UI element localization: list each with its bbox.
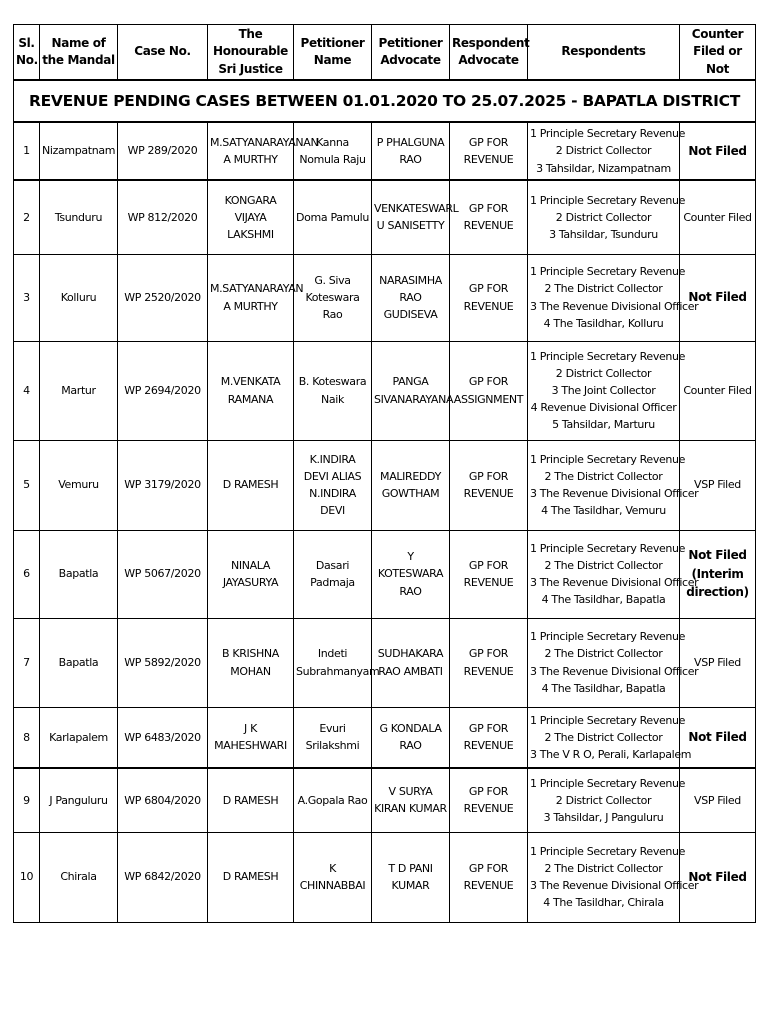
cell-case-no: WP 5067/2020 [118, 530, 208, 618]
cell-counter-status: Counter Filed [680, 341, 756, 440]
respondent-line: 4 The Tasildhar, Kolluru [543, 316, 664, 330]
cell-petitioner-name: Indeti Subrahmanyam [294, 618, 372, 707]
cell-respondents [528, 768, 686, 832]
cell-mandal: Nizampatnam [40, 122, 118, 180]
table-row [14, 440, 756, 530]
header-case-no: Case No. [118, 25, 208, 81]
cell-respondent-advocate: GP FOR REVENUE [450, 440, 528, 530]
respondent-line: 4 The Tasildhar, Bapatla [541, 593, 666, 607]
cell-justice: M.VENKATA RAMANA [208, 341, 294, 440]
cell-mandal: Vemuru [40, 440, 118, 530]
respondent-line: 1 Principle Secretary Revenue [530, 265, 686, 279]
cell-respondents [528, 832, 699, 922]
cell-justice: J K MAHESHWARI [208, 707, 294, 768]
cell-mandal: Tsunduru [40, 180, 118, 254]
respondent-line: 1 Principle Secretary Revenue [530, 630, 686, 644]
cell-respondent-advocate: GP FOR REVENUE [450, 254, 528, 341]
cell-respondent-advocate: GP FOR REVENUE [450, 618, 528, 707]
respondent-line: 4 Revenue Divisional Officer [530, 401, 677, 415]
respondent-line: 2 District Collector [555, 366, 652, 380]
cell-respondent-advocate: GP FOR REVENUE [450, 768, 528, 832]
table-row [14, 254, 756, 341]
header-respondents: Respondents [528, 25, 680, 81]
table-row [14, 768, 756, 832]
cell-petitioner-name: Evuri Srilakshmi [294, 707, 372, 768]
cell-counter-status: Not Filed (Interim direction) [680, 530, 756, 618]
table-row [14, 618, 756, 707]
cell-petitioner-name: A.Gopala Rao [294, 768, 372, 832]
cell-counter-status: Not Filed [680, 122, 756, 180]
cell-case-no: WP 6483/2020 [118, 707, 208, 768]
table-row [14, 122, 756, 180]
cell-case-no: WP 812/2020 [118, 180, 208, 254]
cell-justice: B KRISHNA MOHAN [208, 618, 294, 707]
header-sl-no: Sl. No. [14, 25, 40, 81]
cell-counter-status: Not Filed [680, 832, 756, 922]
cases-sheet [13, 24, 755, 923]
header-petitioner-name: Petitioner Name [294, 25, 372, 81]
cell-justice: M.SATYANARAYANAN A MURTHY [208, 122, 294, 180]
respondent-line: 3 The Revenue Divisional Officer [530, 487, 699, 500]
cell-petitioner-name: Dasari Padmaja [294, 530, 372, 618]
cell-respondents [528, 122, 686, 180]
cell-respondents [528, 254, 699, 341]
cell-petitioner-name: G. Siva Koteswara Rao [294, 254, 372, 341]
cell-respondents [528, 530, 699, 618]
cell-petitioner-name: Doma Pamulu [294, 180, 372, 254]
cell-respondent-advocate: GP FOR REVENUE [450, 707, 528, 768]
respondent-line: 2 The District Collector [544, 558, 663, 572]
cell-respondents [528, 341, 686, 440]
cell-sl-no: 5 [14, 440, 40, 530]
cases-table [13, 24, 756, 923]
cell-case-no: WP 6842/2020 [118, 832, 208, 922]
cell-mandal: Chirala [40, 832, 118, 922]
respondent-line: 2 District Collector [555, 793, 652, 807]
cell-justice: D RAMESH [208, 768, 294, 832]
cell-petitioner-advocate: MALIREDDY GOWTHAM [372, 440, 450, 530]
cell-mandal: Bapatla [40, 618, 118, 707]
table-row [14, 832, 756, 922]
cell-case-no: WP 2520/2020 [118, 254, 208, 341]
cell-sl-no: 10 [14, 832, 40, 922]
cell-sl-no: 8 [14, 707, 40, 768]
cell-mandal: Kolluru [40, 254, 118, 341]
header-respondent-advocate: Respondent Advocate [450, 25, 528, 81]
table-body [14, 122, 756, 922]
respondent-line: 5 Tahsildar, Marturu [552, 418, 655, 432]
respondent-line: 1 Principle Secretary Revenue [530, 452, 686, 466]
respondent-line: 3 Tahsildar, Tsunduru [549, 227, 658, 241]
respondent-line: 1 Principle Secretary Revenue [530, 844, 686, 858]
respondent-line: 1 Principle Secretary Revenue [530, 541, 686, 555]
cell-petitioner-advocate: T D PANI KUMAR [372, 832, 450, 922]
respondent-line: 1 Principle Secretary Revenue [530, 193, 686, 207]
cell-sl-no: 2 [14, 180, 40, 254]
cell-respondent-advocate: GP FOR REVENUE [450, 832, 528, 922]
respondent-line: 3 The Revenue Divisional Officer [530, 879, 699, 892]
respondent-line: 3 Tahsildar, J Panguluru [543, 810, 664, 824]
cell-mandal: Martur [40, 341, 118, 440]
cell-sl-no: 6 [14, 530, 40, 618]
cell-case-no: WP 5892/2020 [118, 618, 208, 707]
cell-petitioner-advocate: NARASIMHA RAO GUDISEVA [372, 254, 450, 341]
cell-case-no: WP 6804/2020 [118, 768, 208, 832]
cell-petitioner-advocate: Y KOTESWARA RAO [372, 530, 450, 618]
header-justice: The Honourable Sri Justice [208, 25, 294, 81]
cell-justice: D RAMESH [208, 440, 294, 530]
respondent-line: 4 The Tasildhar, Bapatla [541, 681, 666, 695]
header-petitioner-advocate: Petitioner Advocate [372, 25, 450, 81]
cell-counter-status: VSP Filed [680, 618, 756, 707]
cell-mandal: Karlapalem [40, 707, 118, 768]
respondent-line: 4 The Tasildhar, Chirala [543, 896, 664, 910]
cell-respondents [528, 618, 699, 707]
header-mandal: Name of the Mandal [40, 25, 118, 81]
cell-justice: KONGARA VIJAYA LAKSHMI [208, 180, 294, 254]
header-counter-filed: Counter Filed or Not [680, 25, 756, 81]
cell-respondent-advocate: GP FOR REVENUE [450, 122, 528, 180]
cell-sl-no: 4 [14, 341, 40, 440]
cell-justice: NINALA JAYASURYA [208, 530, 294, 618]
table-title: REVENUE PENDING CASES BETWEEN 01.01.2020 TO 25.07.2025 - BAPATLA DISTRICT [14, 80, 756, 122]
respondent-line: 3 The Revenue Divisional Officer [530, 299, 699, 313]
cell-counter-status: VSP Filed [680, 768, 756, 832]
cell-sl-no: 9 [14, 768, 40, 832]
cell-petitioner-name: Kanna Nomula Raju [294, 122, 372, 180]
cell-case-no: WP 2694/2020 [118, 341, 208, 440]
respondent-line: 1 Principle Secretary Revenue [530, 713, 686, 727]
respondent-line: 1 Principle Secretary Revenue [530, 776, 686, 790]
cell-petitioner-advocate: PANGA SIVANARAYANA [372, 341, 450, 440]
cell-petitioner-advocate: P PHALGUNA RAO [372, 122, 450, 180]
cell-mandal: Bapatla [40, 530, 118, 618]
cell-justice: M.SATYANARAYAN A MURTHY [208, 254, 294, 341]
cell-case-no: WP 289/2020 [118, 122, 208, 180]
cell-respondents [528, 180, 686, 254]
cell-petitioner-name: K CHINNABBAI [294, 832, 372, 922]
cell-respondent-advocate: GP FOR REVENUE [450, 180, 528, 254]
cell-mandal: J Panguluru [40, 768, 118, 832]
respondent-line: 3 The Joint Collector [551, 383, 656, 397]
table-row [14, 530, 756, 618]
respondent-line: 2 District Collector [555, 210, 652, 224]
cell-petitioner-name: K.INDIRA DEVI ALIAS N.INDIRA DEVI [294, 440, 372, 530]
respondent-line: 4 The Tasildhar, Vemuru [541, 504, 666, 518]
table-row [14, 341, 756, 440]
cell-sl-no: 1 [14, 122, 40, 180]
respondent-line: 2 District Collector [555, 144, 652, 158]
cell-case-no: WP 3179/2020 [118, 440, 208, 530]
respondent-line: 3 Tahsildar, Nizampatnam [536, 161, 671, 175]
header-row [14, 25, 756, 81]
table-row [14, 180, 756, 254]
cell-respondents [528, 707, 692, 768]
cell-respondent-advocate: GP FOR REVENUE [450, 530, 528, 618]
respondent-line: 3 The V R O, Perali, Karlapalem [530, 747, 692, 761]
respondent-line: 2 The District Collector [544, 469, 663, 483]
respondent-line: 1 Principle Secretary Revenue [530, 349, 686, 363]
table-row [14, 707, 756, 768]
cell-petitioner-advocate: VENKATESWARL U SANISETTY [372, 180, 450, 254]
cell-petitioner-advocate: V SURYA KIRAN KUMAR [372, 768, 450, 832]
respondent-line: 3 The Revenue Divisional Officer [530, 664, 699, 678]
cell-counter-status: Counter Filed [680, 180, 756, 254]
cell-petitioner-advocate: SUDHAKARA RAO AMBATI [372, 618, 450, 707]
respondent-line: 2 The District Collector [544, 861, 663, 875]
respondent-line: 1 Principle Secretary Revenue [530, 127, 686, 141]
respondent-line: 2 The District Collector [544, 647, 663, 661]
cell-respondents [528, 440, 699, 530]
cell-petitioner-advocate: G KONDALA RAO [372, 707, 450, 768]
cell-justice: D RAMESH [208, 832, 294, 922]
cell-petitioner-name: B. Koteswara Naik [294, 341, 372, 440]
cell-counter-status: Not Filed [680, 707, 756, 768]
respondent-line: 2 The District Collector [544, 282, 663, 296]
respondent-line: 2 The District Collector [544, 730, 663, 744]
respondent-line: 3 The Revenue Divisional Officer [530, 576, 699, 589]
cell-sl-no: 3 [14, 254, 40, 341]
cell-counter-status: Not Filed [680, 254, 756, 341]
cell-respondent-advocate: GP FOR ASSIGNMENT [450, 341, 528, 440]
cell-counter-status: VSP Filed [680, 440, 756, 530]
cell-sl-no: 7 [14, 618, 40, 707]
